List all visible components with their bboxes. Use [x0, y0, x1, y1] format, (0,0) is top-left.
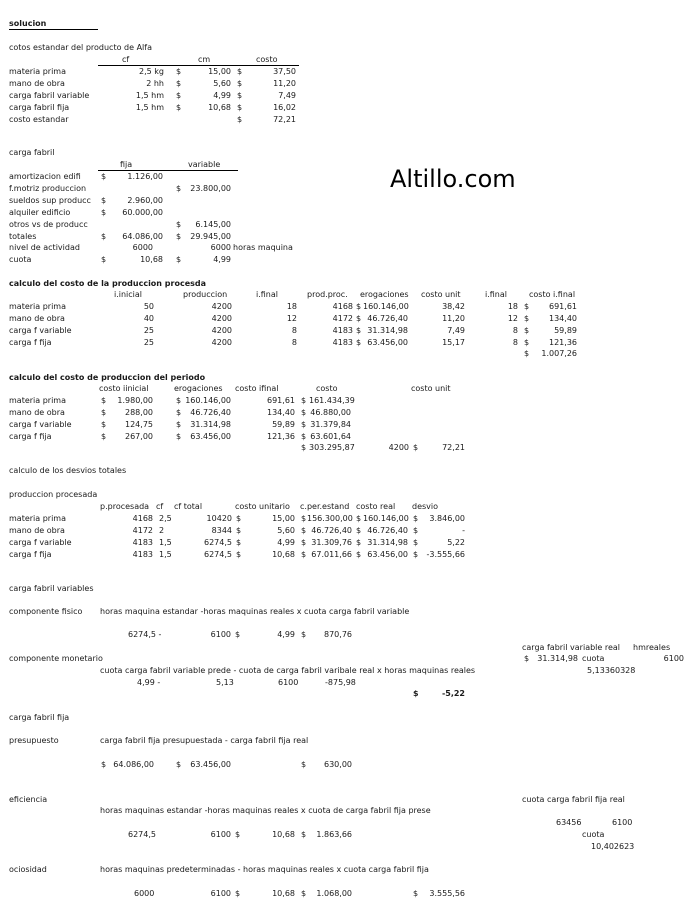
- cell: cuota: [582, 830, 605, 839]
- row-label: mano de obra: [9, 79, 65, 88]
- cell: 6000: [132, 243, 153, 252]
- row-label: materia prima: [9, 514, 66, 523]
- cell: 6100: [210, 889, 231, 898]
- cell: 6100: [663, 654, 684, 663]
- table-cell: $: [301, 432, 307, 441]
- cell: $: [301, 443, 307, 452]
- table-cell: $: [356, 538, 362, 547]
- cell: 5,13: [216, 678, 234, 687]
- table-cell: 1,5 hm: [135, 91, 164, 100]
- row-label: componente monetario: [9, 654, 103, 663]
- cell: $: [413, 443, 419, 452]
- table-cell: 31.314,98: [367, 538, 408, 547]
- table-cell: 25: [143, 326, 154, 335]
- table-cell: 16,02: [273, 103, 296, 112]
- side-label: hmreales: [633, 643, 671, 652]
- cell: -875,98: [325, 678, 356, 687]
- watermark: Altillo.com: [390, 165, 516, 193]
- row-label: materia prima: [9, 302, 66, 311]
- table-cell: 1.980,00: [117, 396, 153, 405]
- table-cell: 4,99: [213, 91, 231, 100]
- table-cell: 10420: [206, 514, 232, 523]
- table-cell: 8: [512, 326, 518, 335]
- row-label: mano de obra: [9, 408, 65, 417]
- table-cell: 10,68: [272, 550, 295, 559]
- total-cell: 303.295,87: [309, 443, 355, 452]
- table-cell: $: [101, 396, 107, 405]
- table-cell: 15,00: [272, 514, 295, 523]
- table-cell: 4172: [132, 526, 153, 535]
- row-label: nivel de actividad: [9, 243, 80, 252]
- cell: $: [101, 760, 107, 769]
- cell: $: [301, 889, 307, 898]
- col-header: i.final: [256, 290, 278, 299]
- table-cell: $: [356, 302, 362, 311]
- table-cell: 11,20: [273, 79, 296, 88]
- table-cell: 38,42: [442, 302, 465, 311]
- header-underline: [98, 170, 238, 171]
- table-cell: 72,21: [273, 115, 296, 124]
- table-cell: 5,60: [213, 79, 231, 88]
- cell: $: [301, 630, 307, 639]
- table-cell: $: [356, 514, 362, 523]
- table-cell: $: [101, 432, 107, 441]
- table-cell: $: [356, 314, 362, 323]
- table-cell: 31.379,84: [310, 420, 351, 429]
- table-cell: 46.726,40: [190, 408, 231, 417]
- cell: 6000: [134, 889, 155, 898]
- table-cell: $: [524, 338, 530, 347]
- table-cell: 1,5: [159, 550, 172, 559]
- cell: 63.456,00: [190, 760, 231, 769]
- table-cell: 5,22: [447, 538, 465, 547]
- cell: 6274,5 -: [128, 630, 162, 639]
- col-header: costo unit: [411, 384, 451, 393]
- cell: horas maquina: [233, 243, 293, 252]
- total-cell: 1.007,26: [541, 349, 577, 358]
- side-label: cuota carga fabril fija real: [522, 795, 625, 804]
- table-cell: 8: [512, 338, 518, 347]
- cell: 4,99: [213, 255, 231, 264]
- col-header: costo i.final: [529, 290, 576, 299]
- table-cell: 4183: [332, 326, 353, 335]
- cell: 10,402623: [591, 842, 635, 851]
- table-cell: $: [524, 302, 530, 311]
- row-label: sueldos sup producc: [9, 196, 91, 205]
- table-cell: 8344: [211, 526, 232, 535]
- table-cell: -: [462, 526, 465, 535]
- row-label: alquiler edificio: [9, 208, 71, 217]
- cell: 63456: [556, 818, 582, 827]
- cell: 870,76: [324, 630, 352, 639]
- table-cell: $: [176, 184, 182, 193]
- table-cell: $: [356, 338, 362, 347]
- table-cell: 161.434,39: [309, 396, 355, 405]
- table-cell: 18: [286, 302, 297, 311]
- table-cell: 8: [291, 326, 297, 335]
- standard-cost-title: cotos estandar del producto de Alfa: [9, 43, 152, 52]
- unit-cost-cell: 72,21: [442, 443, 465, 452]
- table-cell: 67.011,66: [311, 550, 352, 559]
- cell: $: [176, 255, 182, 264]
- table-cell: 11,20: [442, 314, 465, 323]
- table-cell: 4,99: [277, 538, 295, 547]
- row-label: carga fabril variable: [9, 91, 90, 100]
- row-label: carga f variable: [9, 420, 72, 429]
- table-cell: 63.601,64: [310, 432, 351, 441]
- col-header-cf: cf: [122, 55, 130, 64]
- table-cell: 2 hh: [146, 79, 164, 88]
- cell: $: [301, 830, 307, 839]
- row-label: amortizacion edifi: [9, 172, 81, 181]
- cell: 6274,5: [128, 830, 156, 839]
- table-cell: 2.960,00: [127, 196, 163, 205]
- cell: cuota: [582, 654, 605, 663]
- cell: $: [176, 760, 182, 769]
- table-cell: 46.726,40: [311, 526, 352, 535]
- row-label: totales: [9, 232, 37, 241]
- table-cell: 10,68: [208, 103, 231, 112]
- table-cell: $: [413, 550, 419, 559]
- col-header: costo unitario: [235, 502, 290, 511]
- table-cell: $: [176, 220, 182, 229]
- row-label: materia prima: [9, 67, 66, 76]
- row-label: f.motriz produccion: [9, 184, 87, 193]
- table-cell: $: [176, 420, 182, 429]
- table-cell: 4183: [132, 538, 153, 547]
- table-cell: $: [236, 514, 242, 523]
- cell: $: [301, 760, 307, 769]
- table-cell: 156.300,00: [307, 514, 353, 523]
- table-cell: 121,36: [267, 432, 295, 441]
- table-cell: 160.146,00: [363, 514, 409, 523]
- variable-overhead-title: carga fabril variables: [9, 584, 94, 593]
- sheet-title: solucion: [9, 19, 47, 28]
- table-cell: 6274,5: [204, 538, 232, 547]
- col-header: costo: [316, 384, 338, 393]
- table-cell: $: [176, 103, 182, 112]
- table-cell: $: [301, 550, 307, 559]
- title-underline: [9, 29, 98, 30]
- table-cell: $: [237, 91, 243, 100]
- cell: 1.068,00: [316, 889, 352, 898]
- cell: 630,00: [324, 760, 352, 769]
- table-cell: 2: [159, 526, 165, 535]
- cell: $: [101, 255, 107, 264]
- col-header: costo real: [356, 502, 396, 511]
- table-cell: 4200: [211, 314, 232, 323]
- col-header-fija: fija: [120, 160, 133, 169]
- cell: $: [524, 349, 530, 358]
- table-cell: 37,50: [273, 67, 296, 76]
- table-cell: $: [301, 396, 307, 405]
- table-cell: $: [101, 172, 107, 181]
- row-label: componente fisico: [9, 607, 83, 616]
- fixed-overhead-title: carga fabril fija: [9, 713, 70, 722]
- col-header: erogaciones: [174, 384, 223, 393]
- table-cell: $: [301, 420, 307, 429]
- table-cell: $: [101, 408, 107, 417]
- side-label: carga fabril variable real: [522, 643, 621, 652]
- row-label: ociosidad: [9, 865, 47, 874]
- table-cell: $: [356, 526, 362, 535]
- row-label: cuota: [9, 255, 32, 264]
- table-cell: 12: [286, 314, 297, 323]
- table-cell: 4172: [332, 314, 353, 323]
- table-cell: 40: [143, 314, 154, 323]
- factory-overhead-title: carga fabril: [9, 148, 55, 157]
- cell: 1.863,66: [316, 830, 352, 839]
- table-cell: 29.945,00: [190, 232, 231, 241]
- cell: 4,99 -: [137, 678, 161, 687]
- cell: $: [235, 830, 241, 839]
- row-label: mano de obra: [9, 526, 65, 535]
- table-cell: $: [301, 408, 307, 417]
- table-cell: $: [301, 538, 307, 547]
- cell: 4,99: [277, 630, 295, 639]
- table-cell: $: [237, 79, 243, 88]
- col-header: c.per.estand: [300, 502, 350, 511]
- table-cell: 1,5: [159, 538, 172, 547]
- row-label: carga f fija: [9, 432, 52, 441]
- table-cell: 4200: [211, 338, 232, 347]
- cell: 6100: [210, 830, 231, 839]
- table-cell: $: [101, 208, 107, 217]
- table-cell: 46.726,40: [367, 314, 408, 323]
- row-label: carga f fija: [9, 338, 52, 347]
- cell: $: [524, 654, 530, 663]
- table-cell: $: [524, 326, 530, 335]
- table-cell: $: [176, 408, 182, 417]
- table-cell: 4168: [132, 514, 153, 523]
- cell: 6000: [210, 243, 231, 252]
- col-header: cf: [156, 502, 164, 511]
- table-cell: 18: [507, 302, 518, 311]
- table-cell: 60.000,00: [122, 208, 163, 217]
- col-header: cf total: [174, 502, 203, 511]
- table-cell: $: [101, 232, 107, 241]
- table-cell: $: [176, 67, 182, 76]
- table-cell: $: [356, 550, 362, 559]
- table-cell: 7,49: [278, 91, 296, 100]
- table-cell: 267,00: [125, 432, 153, 441]
- table-cell: 160.146,00: [363, 302, 409, 311]
- table-cell: 691,61: [267, 396, 295, 405]
- table-cell: 63.456,00: [367, 338, 408, 347]
- cell: 6100: [210, 630, 231, 639]
- col-header: i.inicial: [114, 290, 143, 299]
- table-cell: 64.086,00: [122, 232, 163, 241]
- table-cell: 691,61: [549, 302, 577, 311]
- total-qty: 4200: [388, 443, 409, 452]
- table-cell: 46.726,40: [367, 526, 408, 535]
- col-header: costo iinicial: [99, 384, 149, 393]
- table-cell: 4183: [132, 550, 153, 559]
- table-cell: 4183: [332, 338, 353, 347]
- cell: 10,68: [140, 255, 163, 264]
- table-cell: $: [101, 196, 107, 205]
- cell: $: [413, 889, 419, 898]
- table-cell: 2,5 kg: [139, 67, 164, 76]
- table-cell: 5,60: [277, 526, 295, 535]
- table-cell: $: [237, 115, 243, 124]
- table-cell: 25: [143, 338, 154, 347]
- col-header-costo: costo: [256, 55, 278, 64]
- period-cost-title: calculo del costo de produccion del periodo: [9, 373, 206, 382]
- table-cell: 31.314,98: [190, 420, 231, 429]
- table-cell: 59,89: [554, 326, 577, 335]
- table-cell: 7,49: [447, 326, 465, 335]
- col-header: p.procesada: [100, 502, 150, 511]
- deviations-title: calculo de los desvios totales: [9, 466, 127, 475]
- cell: $: [413, 689, 419, 698]
- table-cell: $: [413, 526, 419, 535]
- table-cell: 4200: [211, 302, 232, 311]
- cell: 5,13360328: [587, 666, 636, 675]
- processed-production-title: calculo del costo de la produccion procesda: [9, 279, 207, 288]
- row-label: materia prima: [9, 396, 66, 405]
- row-label: mano de obra: [9, 314, 65, 323]
- table-cell: $: [176, 91, 182, 100]
- cell: 6100: [612, 818, 633, 827]
- row-label: presupuesto: [9, 736, 59, 745]
- formula-text: horas maquinas predeterminadas - horas maquinas reales x cuota carga fabril fija: [100, 865, 429, 874]
- table-cell: $: [356, 326, 362, 335]
- cell: 10,68: [272, 889, 295, 898]
- formula-text: carga fabril fija presupuestada - carga fabril fija real: [100, 736, 309, 745]
- table-cell: $: [413, 514, 419, 523]
- table-cell: 31.309,76: [311, 538, 352, 547]
- table-cell: 2,5: [159, 514, 172, 523]
- col-header: i.final: [485, 290, 507, 299]
- table-cell: 134,40: [549, 314, 577, 323]
- col-header: produccion: [183, 290, 228, 299]
- table-cell: $: [176, 232, 182, 241]
- cell: 3.555,56: [429, 889, 465, 898]
- table-cell: 1.126,00: [127, 172, 163, 181]
- row-label: otros vs de producc: [9, 220, 88, 229]
- table-cell: 124,75: [125, 420, 153, 429]
- table-cell: $: [176, 396, 182, 405]
- table-cell: 4200: [211, 326, 232, 335]
- total-cell: -5,22: [441, 689, 465, 698]
- formula-text: cuota carga fabril variable prede - cuota de carga fabril varibale real x horas maquinas reales: [100, 666, 476, 675]
- cell: 10,68: [272, 830, 295, 839]
- formula-text: horas maquinas estandar -horas maquinas reales x cuota de carga fabril fija prese: [100, 806, 431, 815]
- table-cell: 63.456,00: [367, 550, 408, 559]
- table-cell: $: [236, 550, 242, 559]
- col-header: erogaciones: [360, 290, 409, 299]
- table-cell: 15,00: [208, 67, 231, 76]
- table-cell: 134,40: [267, 408, 295, 417]
- table-cell: 31.314,98: [367, 326, 408, 335]
- col-header: costo unit: [421, 290, 461, 299]
- table-cell: $: [237, 67, 243, 76]
- table-cell: 4168: [332, 302, 353, 311]
- table-cell: $: [236, 526, 242, 535]
- table-cell: $: [524, 314, 530, 323]
- table-cell: 12: [507, 314, 518, 323]
- table-cell: 23.800,00: [190, 184, 231, 193]
- table-cell: 121,36: [549, 338, 577, 347]
- deviations-subtitle: produccion procesada: [9, 490, 98, 499]
- table-cell: -3.555,66: [426, 550, 465, 559]
- table-cell: 288,00: [125, 408, 153, 417]
- table-cell: 1,5 hm: [135, 103, 164, 112]
- table-cell: $: [236, 538, 242, 547]
- table-cell: 3.846,00: [429, 514, 465, 523]
- table-cell: 8: [291, 338, 297, 347]
- table-cell: $: [101, 420, 107, 429]
- table-cell: 50: [143, 302, 154, 311]
- row-label: carga f variable: [9, 538, 72, 547]
- row-label: eficiencia: [9, 795, 48, 804]
- cell: $: [235, 889, 241, 898]
- row-label: costo estandar: [9, 115, 69, 124]
- row-label: carga f fija: [9, 550, 52, 559]
- col-header: costo ifinal: [235, 384, 279, 393]
- cell: 6100: [278, 678, 299, 687]
- row-label: carga f variable: [9, 326, 72, 335]
- table-cell: 59,89: [272, 420, 295, 429]
- header-underline: [98, 65, 299, 66]
- formula-text: horas maquina estandar -horas maquinas reales x cuota carga fabril variable: [100, 607, 410, 616]
- table-cell: 63.456,00: [190, 432, 231, 441]
- table-cell: 15,17: [442, 338, 465, 347]
- table-cell: $: [413, 538, 419, 547]
- col-header: prod.proc.: [307, 290, 348, 299]
- table-cell: 46.880,00: [310, 408, 351, 417]
- cell: $: [235, 630, 241, 639]
- table-cell: 160.146,00: [185, 396, 231, 405]
- table-cell: $: [237, 103, 243, 112]
- col-header-cm: cm: [198, 55, 211, 64]
- col-header: desvio: [412, 502, 439, 511]
- table-cell: 6.145,00: [195, 220, 231, 229]
- cell: 64.086,00: [113, 760, 154, 769]
- table-cell: $: [176, 432, 182, 441]
- cell: 31.314,98: [537, 654, 578, 663]
- col-header-variable: variable: [188, 160, 221, 169]
- table-cell: $: [301, 514, 307, 523]
- table-cell: $: [301, 526, 307, 535]
- row-label: carga fabril fija: [9, 103, 70, 112]
- table-cell: 6274,5: [204, 550, 232, 559]
- table-cell: $: [176, 79, 182, 88]
